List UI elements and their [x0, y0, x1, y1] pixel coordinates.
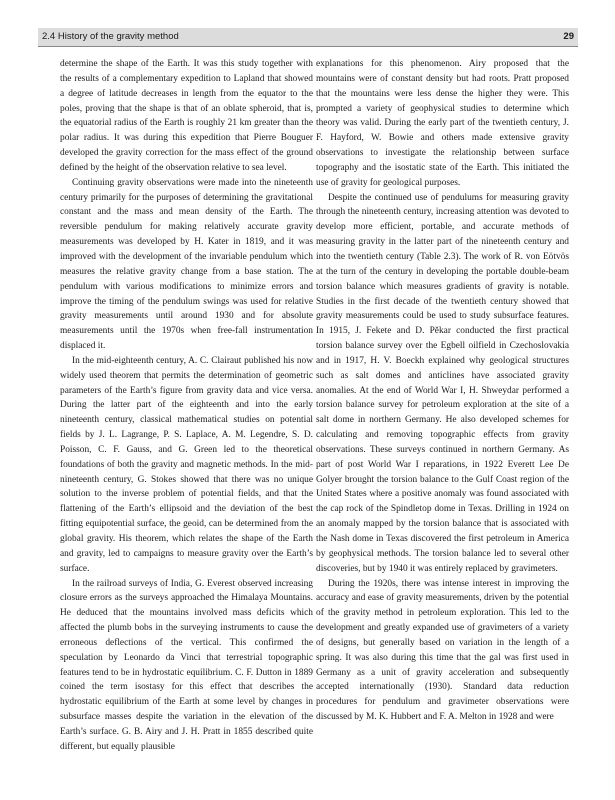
- paragraph: During the 1920s, there was intense interest in improving the accuracy and ease of gravity measurements, driven by the potential of the gravity method in petroleum exploration. This led to the development and greatly expanded use of gravimeters of a variety of designs, but generally based on variation in the length of a spring. It was also during this time that the gal was first used in Germany as a unit of gravity acceleration and subsequently accepted internationally (1930). Standard data reduction procedures for pendulum and gravimeter observations were discussed by M. K. Hubbert and F. A. Melton in 1928 and were: [316, 578, 569, 723]
- paragraph: In the railroad surveys of India, G. Everest observed increasing closure errors as the surveys approached the Himalaya Mountains. He deduced that the mountains involved mass deficits which affected the plumb bobs in the surveying instruments to cause the erroneous deflections of the vertical. This confirmed the speculation by Leonardo da Vinci that terrestrial topographic features tend to be in hydrostatic equilibrium. C. F. Dutton in 1889 coined the term isostasy for this effect that describes the hydrostatic equilibrium of the Earth at some level by changes in subsurface masses despite the variation in the elevation of the Earth’s surface. G. B. Airy and J. H. Pratt in 1855 described quite different, but equally plausible: [60, 578, 313, 752]
- running-header: [38, 28, 578, 47]
- paragraph: Continuing gravity observations were made into the nineteenth century primarily for the purposes of determining the gravitational constant and the mass and mean density of the Earth. The reversible pendulum for making relatively accurate gravity measurements was developed by H. Kater in 1819, and it was improved with the development of the invariable pendulum which measures the relative gravity change from a base station. The pendulum with various modifications to minimize errors and improve the timing of the pendulum swings was used for relative gravity measurements until around 1930 and for absolute measurements until the 1970s when free-fall instrumentation displaced it.: [60, 177, 313, 352]
- paragraph: Despite the continued use of pendulums for measuring gravity through the nineteenth century, increasing attention was devoted to develop more efficient, portable, and accurate methods of measuring gravity in the latter part of the nineteenth century and into the twentieth century (Table 2.3). The work of R. von Eötvös at the turn of the century in developing the portable double-beam torsion balance which measures gradients of gravity is notable. Studies in the first decade of the twentieth century showed that gravity measurements could be used to study subsurface features. In 1915, J. Fekete and D. Pěkar conducted the first practical torsion balance survey over the Egbell oilfield in Czechoslovakia and in 1917, H. V. Boeckh explained why geological structures such as salt domes and anticlines have associated gravity anomalies. At the end of World War I, H. Shweydar performed a torsion balance survey for petroleum exploration at the site of a salt dome in northern Germany. He also developed schemes for calculating and removing topographic effects from gravity observations. These surveys continued in northern Germany. As part of post World War I reparations, in 1922 Everett Lee De Golyer brought the torsion balance to the Gulf Coast region of the United States where a positive anomaly was found associated with the cap rock of the Spindletop dome in Texas. Drilling in 1924 on an anomaly mapped by the torsion balance that is associated with the Nash dome in Texas discovered the first petroleum in America by geophysical methods. The torsion balance led to several other discoveries, but by 1940 it was entirely replaced by gravimeters.: [316, 192, 569, 574]
- paragraph: determine the shape of the Earth. It was this study together with the results of a complementary expedition to Lapland that showed a degree of latitude decreases in length from the equator to the poles, proving that the shape is that of an oblate spheroid, that is, the equatorial radius of the Earth is roughly 21 km greater than the polar radius. It was during this expedition that Pierre Bouguer developed the gravity correction for the mass effect of the ground defined by the height of the observation relative to sea level.: [60, 59, 313, 173]
- section-title: 2.4 History of the gravity method: [42, 31, 179, 42]
- right-column: [316, 57, 569, 725]
- left-column: [60, 57, 313, 755]
- paragraph: In the mid-eighteenth century, A. C. Clairaut published his now widely used theorem that permits the determination of geometric parameters of the Earth’s figure from gravity data and vice versa. During the latter part of the eighteenth and into the early nineteenth century, classical mathematical studies on potential fields by J. L. Lagrange, P. S. Laplace, A. M. Legendre, S. D. Poisson, C. F. Gauss, and G. Green led to the theoretical foundations of both the gravity and magnetic methods. In the mid-nineteenth century, G. Stokes showed that there was no unique solution to the inverse problem of potential fields, and that the flattening of the Earth’s ellipsoid and the deviation of the best fitting equipotential surface, the geoid, can be determined from the global gravity. His theorem, which relates the shape of the Earth and gravity, led to campaigns to measure gravity over the Earth’s surface.: [60, 355, 313, 574]
- paragraph: explanations for this phenomenon. Airy proposed that the mountains were of constant density but had roots. Pratt proposed that the mountains were less dense the higher they were. This prompted a variety of geophysical studies to determine which theory was valid. During the early part of the twentieth century, J. F. Hayford, W. Bowie and others made extensive gravity observations to investigate the relationship between surface topography and the isostatic state of the Earth. This initiated the use of gravity for geological purposes.: [316, 59, 569, 188]
- page-number: 29: [563, 31, 574, 42]
